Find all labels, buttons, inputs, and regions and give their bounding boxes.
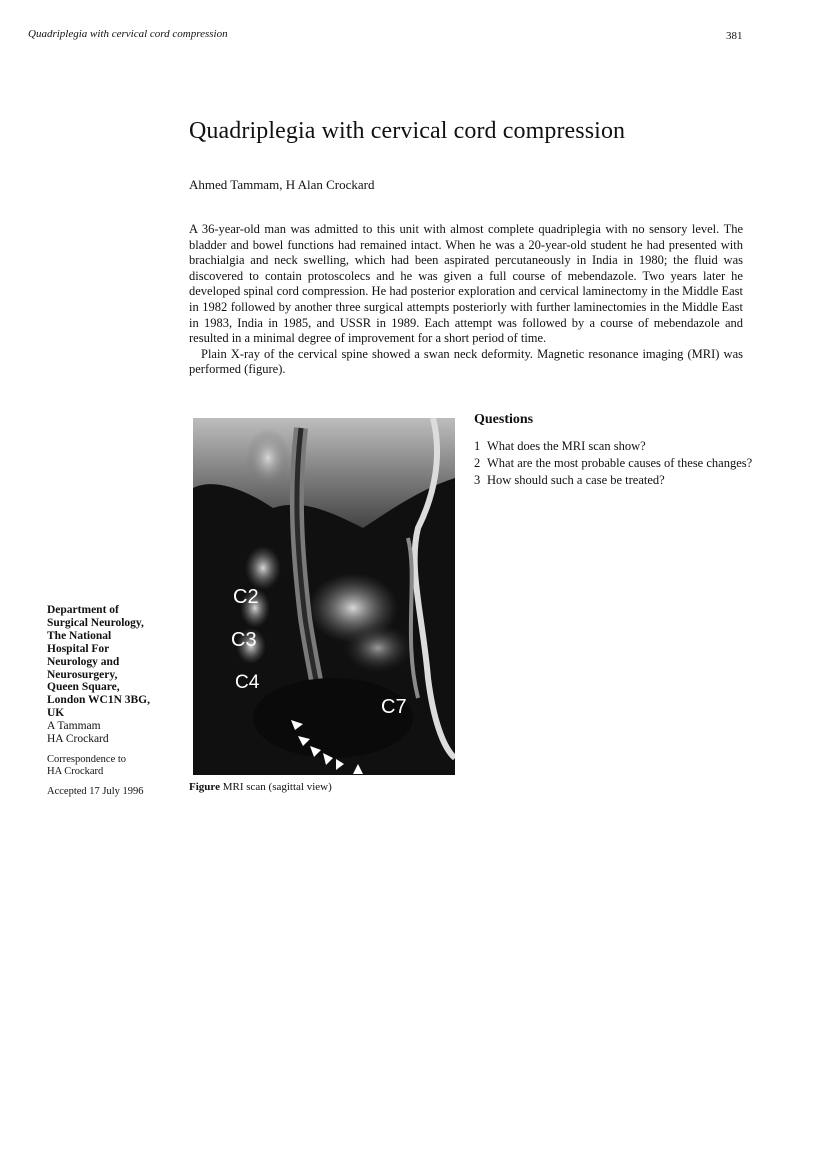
affiliation-author: A Tammam [47,720,101,733]
affiliation-line: UK [47,707,65,720]
case-paragraph: Plain X-ray of the cervical spine showed a swan neck deformity. Magnetic resonance imaging (MRI) was performed (figure). [189,346,743,377]
mri-figure [193,418,455,775]
correspondence-line: Correspondence to [47,754,127,765]
article-authors: Ahmed Tammam, H Alan Crockard [189,177,375,192]
questions-section [474,412,754,490]
question-text: How should such a case be treated? [487,473,665,487]
article-title: Quadriplegia with cervical cord compression [189,118,626,144]
affiliation-line: Surgical Neurology, [47,616,144,629]
questions-heading: Questions [474,412,534,427]
correspondence-line: HA Crockard [47,766,104,777]
affiliation-line: Neurology and [47,655,120,668]
page-number: 381 [726,30,743,42]
affiliation-line: Neurosurgery, [47,668,118,681]
vertebra-label-c3: C3 [231,629,257,651]
correspondence-note [47,754,126,778]
figure-caption [189,781,332,793]
question-number: 2 [474,456,481,470]
affiliation-line: Queen Square, [47,681,120,694]
affiliation-author: HA Crockard [47,733,109,746]
accepted-date: Accepted 17 July 1996 [47,786,144,797]
affiliation-line: Hospital For [47,642,110,655]
affiliation-line: The National [47,629,112,642]
question-text: What does the MRI scan show? [487,439,646,453]
questions-list [474,439,754,488]
vertebra-label-c7: C7 [381,696,407,718]
question-item [474,473,754,488]
question-text: What are the most probable causes of these changes? [487,456,753,470]
question-item [474,456,754,471]
case-paragraph: A 36-year-old man was admitted to this unit with almost complete quadriplegia with no sensory level. The bladder and bowel functions had remained intact. When he was a 20-year-old student he had presented with brachialgia and neck swelling, which had been aspirated percutaneously in India in 1980; the fluid was discovered to contain protoscolecs and he was given a full course of mebendazole. Two years later he developed spinal cord compression. He had posterior exploration and cervical laminectomy in the Middle East in 1982 followed by another three surgical attempts posteriorly with further laminectomies in the Middle East in 1983, India in 1985, and USSR in 1989. Each attempt was followed by a course of mebendazole and resulted in a minimal degree of improvement for a short period of time. [189,222,743,346]
affiliation-line: Department of [47,604,119,616]
affiliation-line: London WC1N 3BG, [47,694,151,707]
question-number: 1 [474,439,481,453]
case-description [189,222,743,378]
mri-scan-image [193,418,455,775]
figure-caption-label: Figure [189,781,220,793]
figure-caption-text: MRI scan (sagittal view) [222,781,332,793]
author-affiliation [47,604,177,746]
running-head: Quadriplegia with cervical cord compression [28,28,228,40]
question-item [474,439,754,454]
vertebra-label-c2: C2 [233,586,259,608]
question-number: 3 [474,473,481,487]
vertebra-label-c4: C4 [235,672,260,693]
